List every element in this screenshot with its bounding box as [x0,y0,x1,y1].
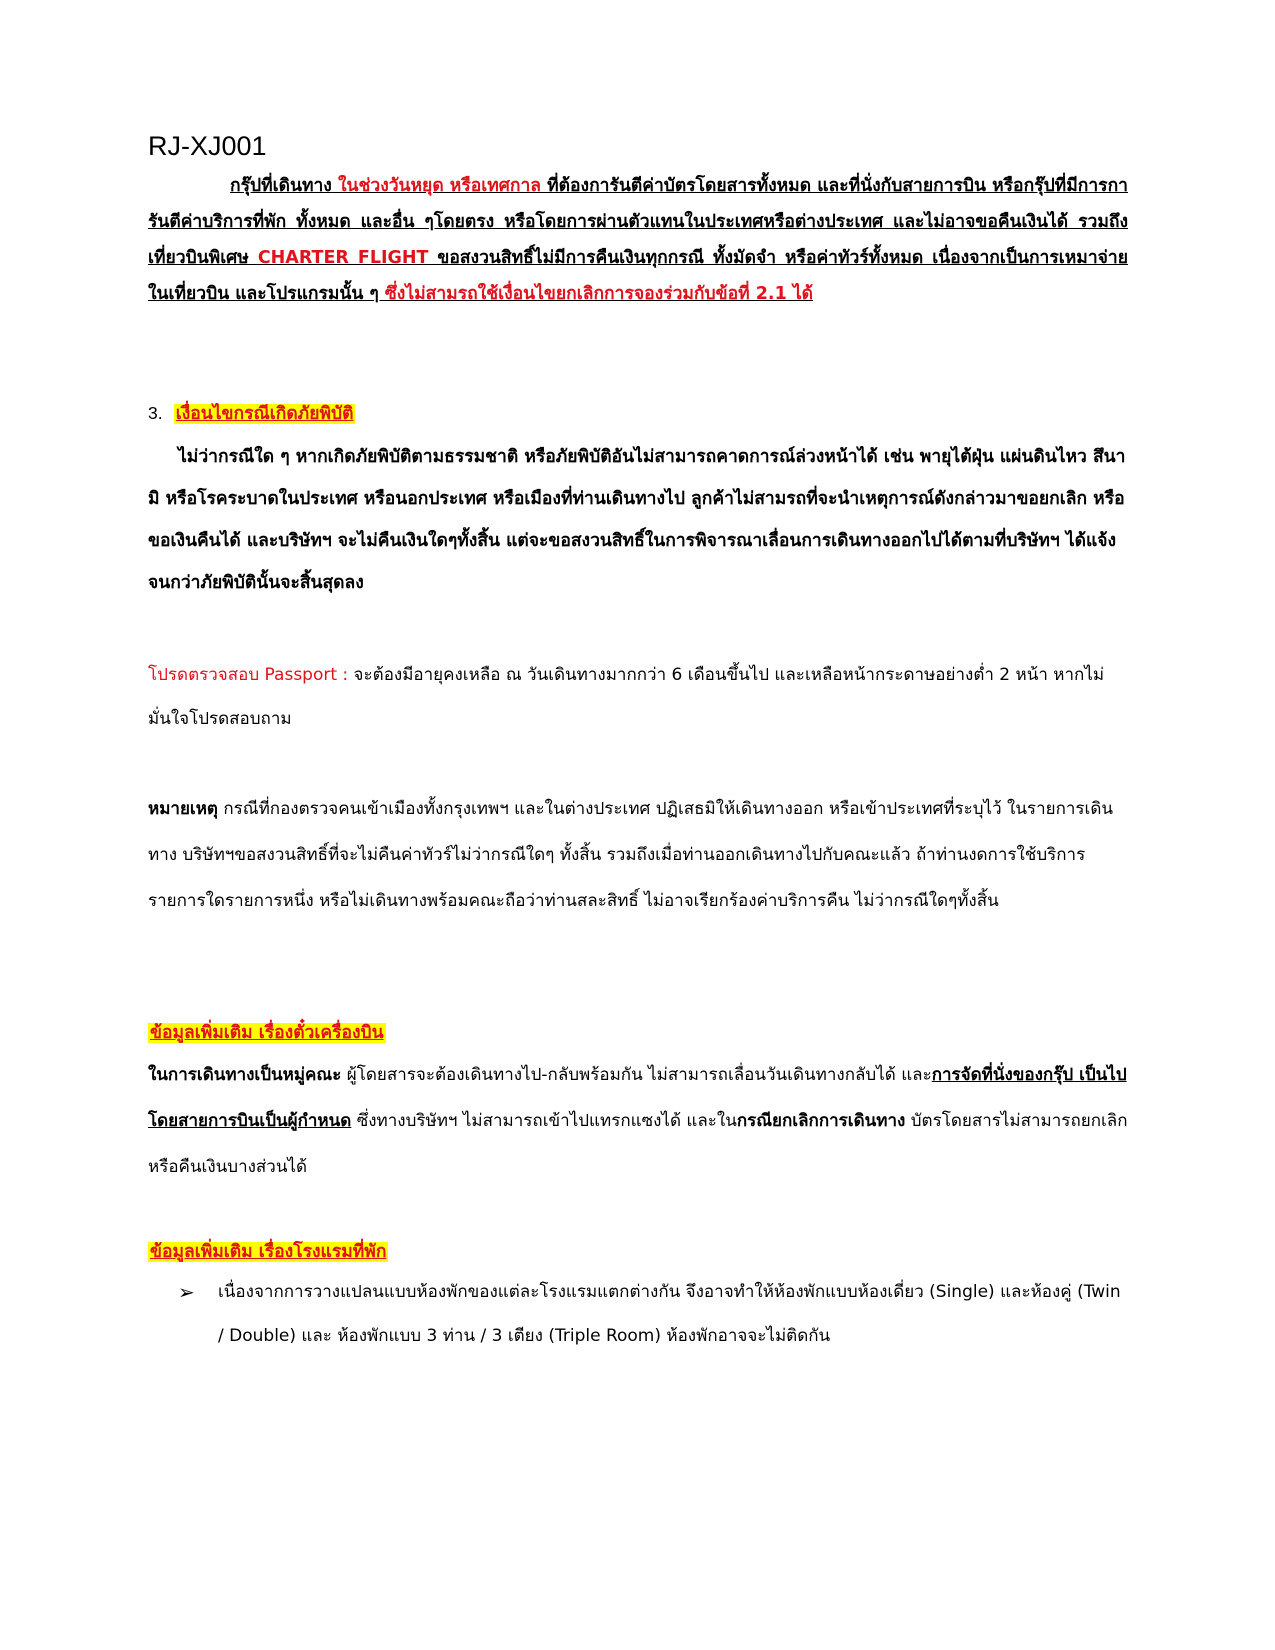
hotel-info-list-item [148,1270,1128,1358]
flight-info-part: ในการเดินทางเป็นหมู่คณะ [148,1065,342,1085]
section-number: 3. [148,403,163,423]
group-policy-part: ที่ต้องการันตีค่าบัตรโดยสารทั้งหมด และที่นั่งกับสายการบิน หรือกรุ๊ปที่มีการการันตีค่าบริการที่พัก ทั้งหมด และอื่น ๆโดยตรง หรือโดยการผ่านตัวแทนในประเทศหรือต่างประเทศ และไม่อาจขอคืนเงินได้ รวมถึงเที่ยวบินพิเศษ [148,176,1128,268]
hotel-info-heading: ข้อมูลเพิ่มเติม เรื่องโรงแรมที่พัก [150,1242,387,1262]
flight-info-part: ซึ่งทางบริษัทฯ ไม่สามารถเข้าไปแทรกแซงได้ และใน [351,1111,737,1131]
arrow-bullet-icon: ➢ [178,1280,195,1304]
document-code: RJ-XJ001 [148,131,267,161]
hotel-info-heading-row [148,1237,1128,1267]
passport-label: โปรดตรวจสอบ Passport : [148,665,349,685]
section-3-heading [148,395,1128,432]
remark-paragraph [148,786,1128,924]
holiday-highlight: ในช่วงวันหยุด หรือเทศกาล [331,176,542,196]
remark-label: หมายเหตุ [148,799,218,819]
flight-info-part: บัตรโดยสารไม่สามารถยกเลิก หรือคืนเงินบางส่วนได้ [148,1111,1128,1177]
cancellation-condition-highlight: ซึ่งไม่สามรถใช้เงื่อนไขยกเลิกการจองร่วมกับข้อที่ 2.1 ได้ [384,284,813,304]
remark-text: กรณีที่กองตรวจคนเข้าเมืองทั้งกรุงเทพฯ และในต่างประเทศ ปฏิเสธมิให้เดินทางออก หรือเข้าประเทศที่ระบุไว้ ในรายการเดินทาง บริษัทฯขอสงวนสิทธิ์ที่จะไม่คืนค่าทัวร์ไม่ว่ากรณีใดๆ ทั้งสิ้น รวมถึงเมื่อท่านออกเดินทางไปกับคณะแล้ว ถ้าท่านงดการใช้บริการรายการใดรายการหนึ่ง หรือไม่เดินทางพร้อมคณะถือว่าท่านสละสิทธิ์ ไม่อาจเรียกร้องค่าบริการคืน ไม่ว่ากรณีใดๆทั้งสิ้น [148,799,1114,911]
group-policy-part: ขอสงวนสิทธิ์ไม่มีการคืนเงินทุกกรณี ทั้งมัดจำ หรือค่าทัวร์ทั้งหมด เนื่องจากเป็นการเหมาจ่ายในเที่ยวบิน และโปรแกรมนั้น ๆ [148,248,1128,304]
group-policy-paragraph [148,168,1128,312]
group-policy-part: กรุ๊ปที่เดินทาง [230,176,332,196]
passport-text: จะต้องมีอายุคงเหลือ ณ วันเดินทางมากกว่า 6 เดือนขึ้นไป และเหลือหน้ากระดาษอย่างต่ำ 2 หน้า หากไม่มั่นใจโปรดสอบถาม [148,665,1105,729]
seat-assignment-text: การจัดที่นั่งของกรุ๊ป เป็นไปโดยสายการบินเป็นผู้กำหนด [148,1065,1127,1131]
charter-flight-highlight: CHARTER FLIGHT [257,248,429,268]
hotel-info-text: เนื่องจากการวางแปลนแบบห้องพักของแต่ละโรงแรมแตกต่างกัน จึงอาจทำให้ห้องพักแบบห้องเดี่ยว (Single) และห้องคู่ (Twin / Double) และ ห้องพักแบบ 3 ท่าน / 3 เตียง (Triple Room) ห้องพักอาจจะไม่ติดกัน [218,1282,1121,1346]
flight-info-part: กรณียกเลิกการเดินทาง [736,1111,906,1131]
flight-info-part: ผู้โดยสารจะต้องเดินทางไป-กลับพร้อมกัน ไม่สามารถเลื่อนวันเดินทางกลับได้ และ [341,1065,932,1085]
passport-notice [148,653,1128,741]
disaster-condition-paragraph [148,436,1128,604]
disaster-condition-heading: เงื่อนไขกรณีเกิดภัยพิบัติ [175,404,354,424]
flight-info-heading: ข้อมูลเพิ่มเติม เรื่องตั๋วเครื่องบิน [150,1023,384,1043]
flight-info-paragraph [148,1052,1128,1190]
flight-info-heading-row [148,1018,1128,1048]
disaster-condition-text: ไม่ว่ากรณีใด ๆ หากเกิดภัยพิบัติตามธรรมชาติ หรือภัยพิบัติอันไม่สามารถคาดการณ์ล่วงหน้าได้ เช่น พายุไต้ฝุ่น แผ่นดินไหว สึนามิ หรือโรคระบาดในประเทศ หรือนอกประเทศ หรือเมืองที่ท่านเดินทางไป ลูกค้าไม่สามรถที่จะนำเหตุการณ์ดังกล่าวมาขอยกเลิก หรือขอเงินคืนได้ และบริษัทฯ จะไม่คืนเงินใดๆทั้งสิ้น แต่จะขอสงวนสิทธิ์ในการพิจารณาเลื่อนการเดินทางออกไปได้ตามที่บริษัทฯ ได้แจ้ง จนกว่าภัยพิบัตินั้นจะสิ้นสุดลง [148,447,1126,593]
